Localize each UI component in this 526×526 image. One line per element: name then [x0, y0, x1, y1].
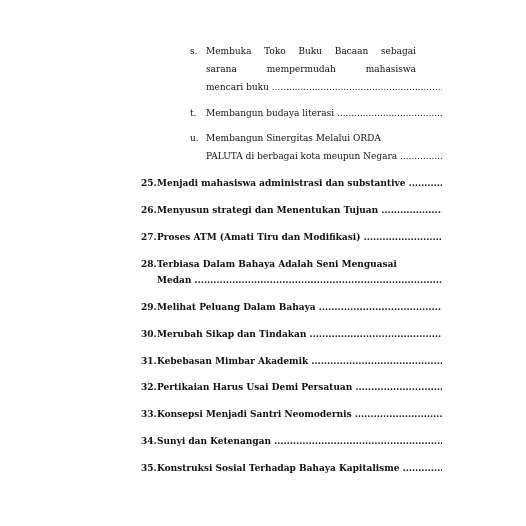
- toc-number: 32.: [141, 383, 157, 393]
- list-marker: s.: [190, 47, 198, 57]
- list-item-line: [206, 64, 416, 76]
- list-item-line: Membangun Sinergitas Melalui ORDA: [206, 134, 381, 144]
- toc-title: Menyusun strategi dan Menentukan Tujuan .....: [157, 205, 442, 217]
- toc-title: Proses ATM (Amati Tiru dan Modifikasi) .....: [157, 232, 442, 244]
- word: Bacaan: [334, 47, 369, 57]
- toc-title: Menjadi mahasiswa administrasi dan substantive .....: [157, 178, 442, 190]
- toc-title-continued: Medan .....: [157, 275, 442, 287]
- toc-title: Konsepsi Menjadi Santri Neomodernis .....: [157, 409, 442, 421]
- toc-title: Kebebasan Mimbar Akademik .....: [157, 356, 442, 368]
- toc-number: 26.: [141, 206, 157, 216]
- toc-title: Terbiasa Dalam Bahaya Adalah Seni Menguasai: [157, 260, 397, 270]
- word: mempermudah: [266, 65, 336, 75]
- toc-title: Konstruksi Sosial Terhadap Bahaya Kapitalisme .....: [157, 463, 442, 475]
- list-item-line: [206, 46, 416, 58]
- list-marker: t.: [190, 109, 197, 119]
- toc-number: 35.: [141, 464, 157, 474]
- list-item-line-dotted: Membangun budaya literasi .....: [206, 108, 442, 120]
- toc-number: 27.: [141, 233, 157, 243]
- word: Toko: [264, 47, 286, 57]
- list-item-line-dotted: PALUTA di berbagai kota meupun Negara .....: [206, 151, 442, 163]
- word: Membuka: [206, 47, 252, 57]
- toc-number: 25.: [141, 179, 157, 189]
- toc-number: 28.: [141, 260, 157, 270]
- toc-number: 31.: [141, 357, 157, 367]
- toc-title: Melihat Peluang Dalam Bahaya .....: [157, 302, 442, 314]
- toc-number: 30.: [141, 330, 157, 340]
- toc-title: Sunyi dan Ketenangan .....: [157, 436, 442, 448]
- toc-title: Pertikaian Harus Usai Demi Persatuan .....: [157, 382, 442, 394]
- list-marker: u.: [190, 134, 199, 144]
- word: sarana: [206, 65, 237, 75]
- toc-number: 33.: [141, 410, 157, 420]
- toc-number: 29.: [141, 303, 157, 313]
- list-item-line-dotted: mencari buku .....: [206, 82, 442, 94]
- word: Buku: [298, 47, 323, 57]
- word: sebagai: [380, 47, 416, 57]
- word: mahasiswa: [365, 65, 416, 75]
- toc-number: 34.: [141, 437, 157, 447]
- toc-title: Merubah Sikap dan Tindakan .....: [157, 329, 442, 341]
